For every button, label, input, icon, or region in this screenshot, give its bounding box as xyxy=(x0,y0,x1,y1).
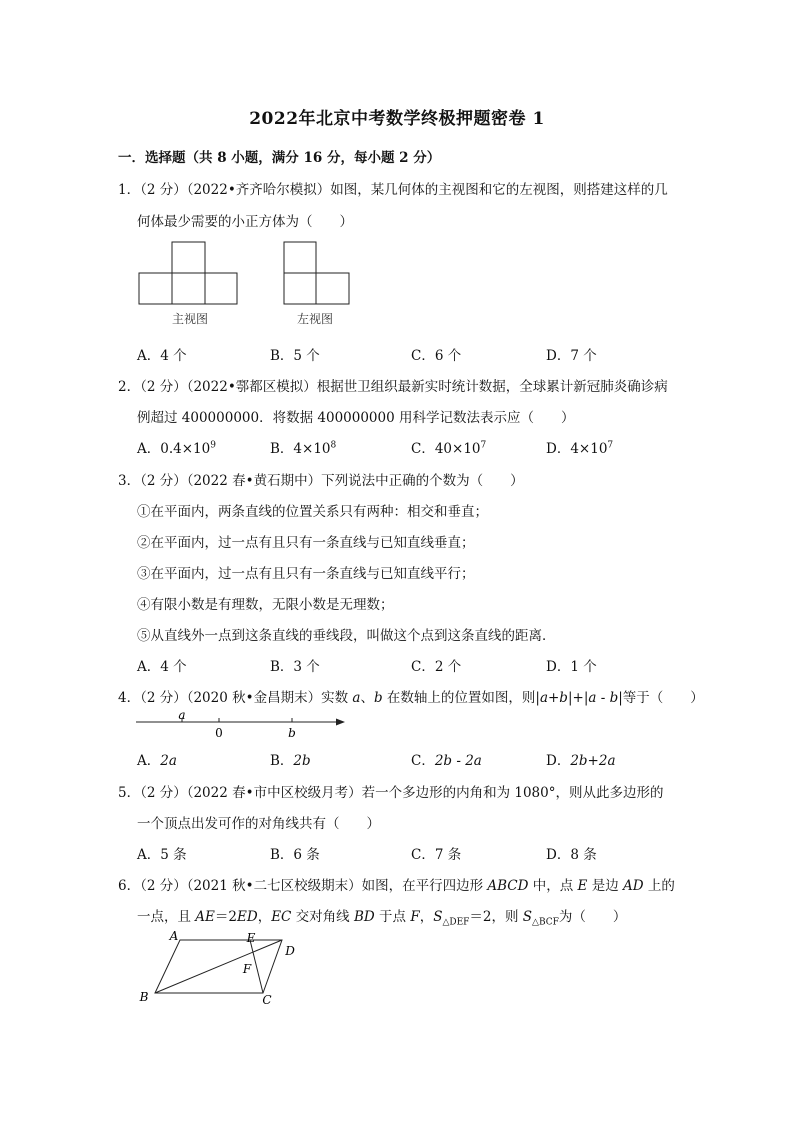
q3-option-d: D．1 个 xyxy=(546,659,597,675)
q1-front-view-label: 主视图 xyxy=(171,312,209,326)
q5-option-a: A．5 条 xyxy=(137,847,187,863)
q1-left-square-2 xyxy=(316,273,349,304)
diagonal-bd xyxy=(155,940,282,993)
q3-item-1: ①在平面内，两条直线的位置关系只有两种：相交和垂直； xyxy=(137,504,488,520)
q5-option-b: B．6 条 xyxy=(270,847,320,863)
q1-front-square-1 xyxy=(139,273,172,304)
segment-ec xyxy=(250,940,263,993)
q5-option-c: C．7 条 xyxy=(411,847,462,863)
number-line-arrow-icon xyxy=(336,719,345,726)
q1-left-square-1 xyxy=(284,273,316,304)
q5-line2: 一个顶点出发可作的对角线共有（ ） xyxy=(137,816,380,832)
point-e-label: E xyxy=(246,931,256,945)
point-d-label: D xyxy=(285,944,295,958)
q1-front-square-3 xyxy=(205,273,237,304)
q3-item-5: ⑤从直线外一点到这条直线的垂线段，叫做这个点到这条直线的距离． xyxy=(137,628,556,644)
point-c-label: C xyxy=(262,993,272,1007)
q1-option-a: A．4 个 xyxy=(137,348,187,364)
q4-option-a: A．2a xyxy=(137,753,177,769)
label-b: b xyxy=(288,726,296,740)
label-zero: 0 xyxy=(215,726,223,740)
q5-option-d: D．8 条 xyxy=(546,847,597,863)
q6-parallelogram-figure xyxy=(130,928,310,1008)
q1-line2: 何体最少需要的小正方体为（ ） xyxy=(137,214,353,230)
page-title: 2022年北京中考数学终极押题密卷 1 xyxy=(249,109,545,129)
point-a-label: A xyxy=(169,929,179,943)
point-f-label: F xyxy=(242,962,252,976)
point-b-label: B xyxy=(139,990,149,1004)
section-heading: 一．选择题（共 8 小题，满分 16 分，每小题 2 分） xyxy=(118,150,441,166)
q6-line1: 6．（2 分）（2021 秋•二七区校级期末）如图，在平行四边形 ABCD 中，点 E 是边 AD 上的 xyxy=(118,878,675,894)
q4-option-c: C．2b - 2a xyxy=(411,753,482,769)
q1-option-d: D．7 个 xyxy=(546,348,597,364)
q3-item-4: ④有限小数是有理数，无限小数是无理数； xyxy=(137,597,394,613)
q1-left-view-label: 左视图 xyxy=(296,312,334,326)
q4-line1: 4．（2 分）（2020 秋•金昌期末）实数 a、b 在数轴上的位置如图，则|a+b|+|a - b|等于（ ） xyxy=(118,690,704,706)
q1-front-square-top xyxy=(172,242,205,273)
q5-line1: 5．（2 分）（2022 春•市中区校级月考）若一个多边形的内角和为 1080°，则从此多边形的 xyxy=(118,785,664,801)
q2-line1: 2．（2 分）（2022•鄠都区模拟）根据世卫组织最新实时统计数据，全球累计新冠肺炎确诊病 xyxy=(118,379,668,395)
q3-option-a: A．4 个 xyxy=(137,659,187,675)
q2-option-a: A．$0.4\times 10^9$ xyxy=(137,440,216,457)
q3-option-b: B．3 个 xyxy=(270,659,320,675)
q2-option-c: C．$40\times 10^7$ xyxy=(411,440,487,457)
q1-option-c: C．6 个 xyxy=(411,348,462,364)
q2-option-b: B．$4\times 10^8$ xyxy=(270,440,337,457)
q2-line2: 例超过 400000000．将数据 400000000 用科学记数法表示应（ ） xyxy=(137,410,575,426)
label-a: a xyxy=(178,712,186,722)
q1-figure xyxy=(130,236,370,331)
q4-option-d: D．2b+2a xyxy=(546,753,616,769)
q1-option-b: B．5 个 xyxy=(270,348,320,364)
q1-line1: 1．（2 分）（2022•齐齐哈尔模拟）如图，某几何体的主视图和它的左视图，则搭建这样的几 xyxy=(118,182,668,198)
q3-item-2: ②在平面内，过一点有且只有一条直线与已知直线垂直； xyxy=(137,535,475,551)
q3-option-c: C．2 个 xyxy=(411,659,462,675)
q4-number-line xyxy=(132,712,352,742)
q3-item-3: ③在平面内，过一点有且只有一条直线与已知直线平行； xyxy=(137,566,475,582)
q1-left-square-top xyxy=(284,242,316,273)
q6-line2: 一点，且 AE＝2ED，EC 交对角线 BD 于点 F，$S_{\triangle DEF}=2$，则 $S_{\triangle BCF}$为（ ） xyxy=(137,909,627,928)
q2-option-d: D．$4\times 10^7$ xyxy=(546,440,614,457)
q4-option-b: B．2b xyxy=(270,753,311,769)
q3-line1: 3．（2 分）（2022 春•黄石期中）下列说法中正确的个数为（ ） xyxy=(118,473,524,489)
q1-front-square-2 xyxy=(172,273,205,304)
